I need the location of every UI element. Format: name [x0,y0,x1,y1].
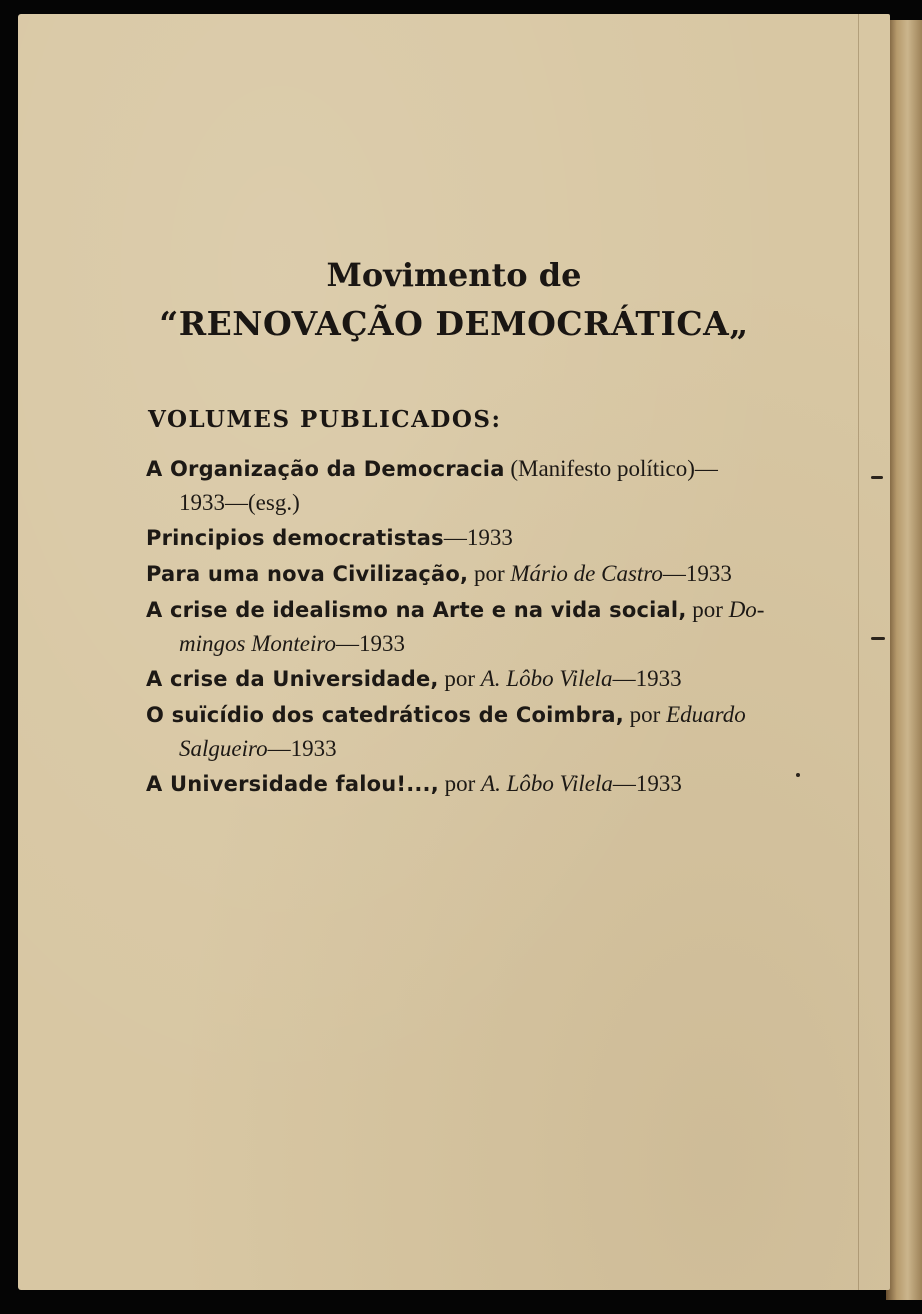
volume-title: A Organização da Democracia [146,457,505,481]
heading-line-2: “RENOVAÇÃO DEMOCRÁTICA„ [159,304,749,343]
volume-author: A. Lôbo Vilela [480,666,613,691]
volume-title: A crise da Universidade, [146,667,439,691]
por-text: por [468,561,511,586]
list-item [146,521,796,555]
volume-author-part1: Do- [728,597,765,622]
volume-title: A crise de idealismo na Arte e na vida social, [146,598,687,622]
volume-author-part2: Salgueiro [179,736,268,761]
volume-year: —1933 [662,561,732,586]
volumes-list [146,452,796,803]
volume-title: Principios democratistas [146,526,444,550]
por-text: por [438,666,481,691]
list-item [146,557,796,591]
volume-author-part2: mingos Monteiro [179,631,336,656]
heading-line-1: Movimento de [326,256,582,294]
volume-author: A. Lôbo Vilela [481,771,613,796]
list-item [146,452,796,519]
page-fold-line [858,14,859,1290]
volume-year: —1933 [335,631,405,656]
volume-title: O suïcídio dos catedráticos de Coimbra, [146,703,624,727]
volume-year: —1933 [267,736,337,761]
list-item [146,662,796,696]
paper-speck [871,637,885,640]
volume-note: (Manifesto político)— [504,456,718,481]
volume-year: —1933 [612,666,682,691]
facing-page-edge [886,20,922,1300]
volume-author: Mário de Castro [510,561,663,586]
list-item [146,767,796,801]
volume-title: A Universidade falou!..., [146,772,439,796]
section-label: VOLUMES PUBLICADOS: [148,406,502,433]
volume-author-part1: Eduardo [666,702,746,727]
volume-title: Para uma nova Civilização, [146,562,469,586]
list-item [146,698,796,765]
volume-year: —1933 [443,525,513,550]
paper-speck [871,476,883,479]
por-text: por [686,597,729,622]
por-text: por [623,702,667,727]
volume-year: 1933—(esg.) [179,490,300,515]
por-text: por [438,771,482,796]
paper-speck [796,773,800,777]
list-item [146,593,796,660]
volume-year: —1933 [612,771,682,796]
